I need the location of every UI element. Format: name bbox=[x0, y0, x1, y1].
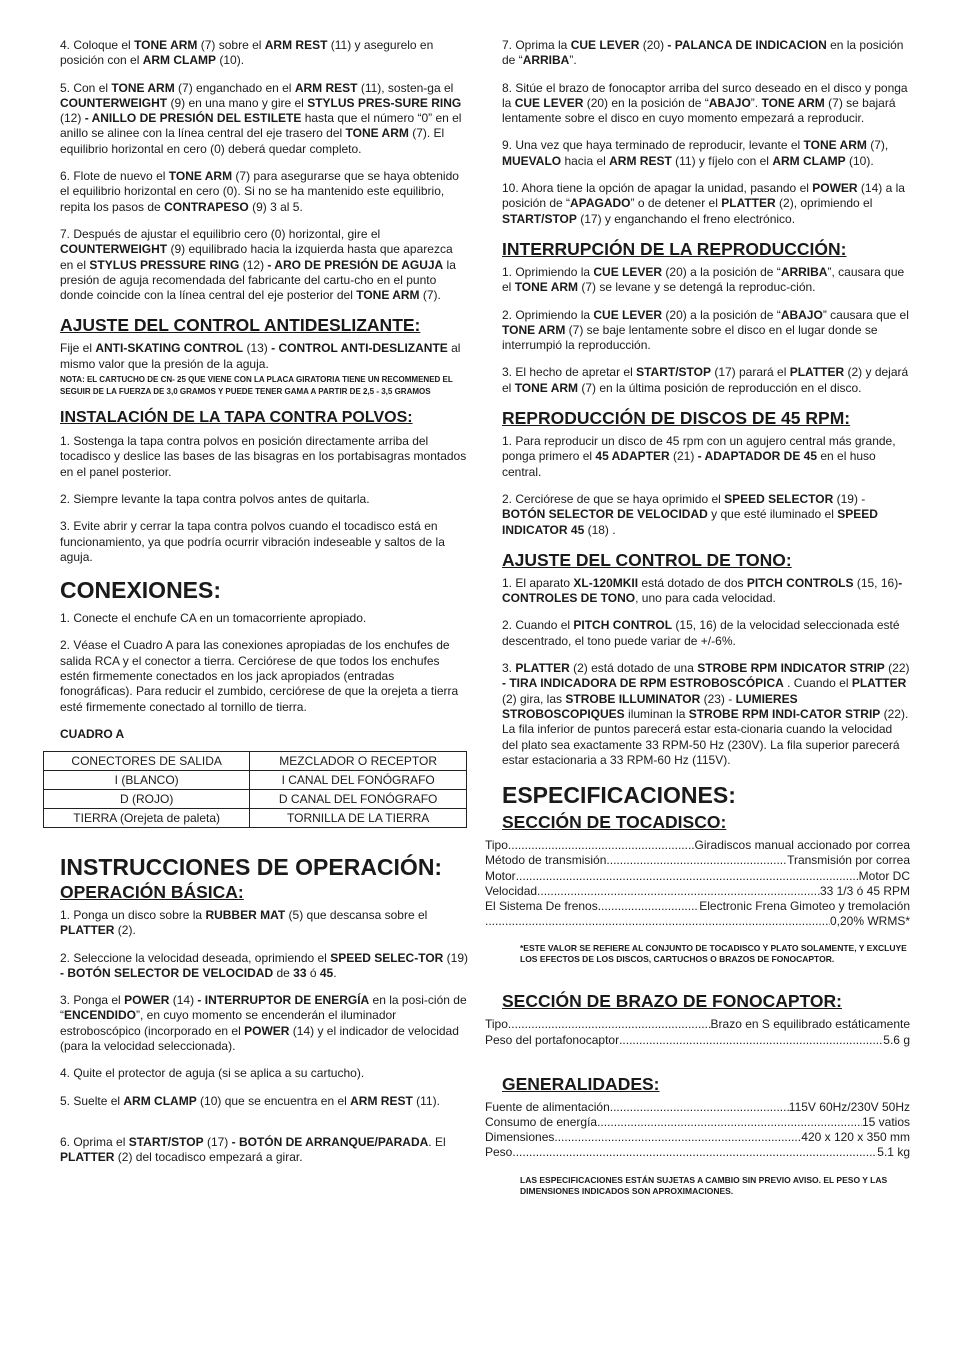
bold-term: SPEED INDICATOR 45 bbox=[502, 507, 878, 537]
text-segment: (18) . bbox=[584, 522, 616, 537]
spec-row bbox=[485, 1017, 910, 1032]
spec-label: Velocidad bbox=[485, 883, 538, 898]
text-segment: . bbox=[333, 965, 337, 980]
bold-term: ARM CLAMP bbox=[123, 1093, 197, 1108]
text-segment: (20) a la posición de “ bbox=[662, 264, 781, 279]
text-segment: (11). bbox=[412, 1093, 440, 1108]
step-r9 bbox=[502, 138, 910, 169]
bold-term: 45 bbox=[319, 965, 334, 980]
bold-term: ARM REST bbox=[294, 80, 358, 95]
spec-row bbox=[485, 1130, 910, 1145]
text-segment: 1. Para reproducir un disco de 45 rpm con un agujero central más grande, ponga primero el bbox=[502, 434, 896, 464]
text-segment: en la posición de “ bbox=[502, 38, 904, 68]
text-segment: (20) a la posición de “ bbox=[662, 307, 781, 322]
spec-value: Brazo en S equilibrado estáticamente bbox=[710, 1017, 910, 1032]
text-segment: (17) y enganchando el freno electrónico. bbox=[576, 211, 796, 226]
table-row bbox=[44, 770, 467, 789]
left-column bbox=[60, 38, 468, 1177]
text-segment: 7. Oprima la bbox=[502, 38, 571, 52]
bold-term: TONE ARM bbox=[134, 38, 198, 52]
text-segment: (7) se bajará lentamente sobre el disco en cuyo momento empezará a reproducir. bbox=[502, 95, 896, 126]
text-segment: 5. Con el bbox=[60, 80, 112, 95]
text-segment: (2) gira, las bbox=[502, 691, 566, 706]
text-segment: (15, 16) de la velocidad seleccionada esté descentrado, el tono puede variar de +/-6%. bbox=[502, 618, 900, 648]
bold-term: TONE ARM bbox=[356, 288, 420, 303]
text-segment: (19) - bbox=[833, 491, 866, 506]
bold-term: LUMIERES STROBOSCOPIQUES bbox=[502, 691, 798, 721]
text-segment: está dotado de dos bbox=[638, 575, 747, 590]
spec-label: Peso bbox=[485, 1145, 513, 1160]
spec-label: Motor bbox=[485, 868, 516, 883]
spec-value: 5.1 kg bbox=[877, 1145, 910, 1160]
bold-term: TONE ARM bbox=[803, 138, 867, 153]
bold-term: POWER bbox=[124, 993, 170, 1008]
spec-row bbox=[485, 914, 910, 929]
text-segment: y que esté iluminado el bbox=[707, 507, 838, 522]
text-segment: ” causara que el bbox=[822, 307, 909, 322]
dot-leader bbox=[508, 1017, 711, 1032]
text-segment: 2. Oprimiendo la bbox=[502, 307, 594, 322]
bold-term: ARM CLAMP bbox=[772, 153, 846, 168]
spec-value: 5.6 g bbox=[883, 1032, 910, 1047]
bold-term: POWER bbox=[244, 1023, 290, 1038]
spec-row bbox=[485, 1100, 910, 1115]
table-cell: MEZCLADOR O RECEPTOR bbox=[250, 751, 467, 770]
table-row bbox=[44, 789, 467, 808]
rpm45-step-2 bbox=[502, 492, 910, 538]
bold-term: ARM REST bbox=[264, 38, 328, 52]
bold-term: 33 bbox=[293, 965, 307, 980]
dustcover-step-2: 2. Siempre levante la tapa contra polvos antes de quitarla. bbox=[60, 491, 370, 506]
bold-term: SPEED SELECTOR bbox=[724, 491, 834, 506]
bold-term: TONE ARM bbox=[514, 380, 579, 395]
text-segment: 2. Seleccione la velocidad deseada, oprimiendo el bbox=[60, 950, 331, 965]
antiskating-text bbox=[60, 341, 468, 372]
dot-leader bbox=[598, 899, 700, 914]
connections-heading: CONEXIONES: bbox=[60, 577, 222, 604]
text-segment: (10). bbox=[216, 53, 245, 68]
spec-label: Consumo de energía bbox=[485, 1114, 598, 1129]
spec-row bbox=[485, 884, 910, 899]
text-segment: (9) en una mano y gire el bbox=[167, 95, 308, 110]
text-segment: 4. Coloque el bbox=[60, 38, 135, 52]
dustcover-step-3: 3. Evite abrir y cerrar la tapa contra polvos cuando el tocadisco está en funcionamiento, ya que podría ocurrir vibración indeseable y saltos de la aguja. bbox=[60, 519, 445, 564]
spec-value: 115V 60Hz/230V 50Hz bbox=[788, 1099, 910, 1114]
text-segment: (13) bbox=[243, 341, 272, 356]
bold-term: APAGADO bbox=[570, 196, 631, 211]
rpm45-heading: REPRODUCCIÓN DE DISCOS DE 45 RPM: bbox=[502, 408, 851, 429]
dot-leader bbox=[512, 1145, 877, 1160]
dot-leader bbox=[606, 853, 787, 868]
turntable-specs bbox=[485, 838, 910, 929]
bold-term: STROBE ILLUMINATOR bbox=[565, 691, 701, 706]
bold-term: COUNTERWEIGHT bbox=[60, 95, 168, 110]
bold-term: ARM CLAMP bbox=[142, 53, 217, 68]
bold-term: START/STOP bbox=[636, 365, 711, 380]
basic-step-4: 4. Quite el protector de aguja (si se aplica a su cartucho). bbox=[60, 1066, 365, 1081]
text-segment: (22) bbox=[884, 661, 910, 676]
bold-term: - CONTROL ANTI-DESLIZANTE bbox=[271, 341, 448, 356]
text-segment: (11) y asegurelo en posición con el bbox=[60, 38, 434, 68]
bold-term: CONTRAPESO bbox=[164, 199, 249, 214]
basic-step-2 bbox=[60, 951, 468, 982]
text-segment: ”, en cuyo momento se encenderán el iluminador estroboscópico (incorporado en el bbox=[60, 1008, 397, 1038]
spec-row bbox=[485, 869, 910, 884]
dot-leader bbox=[485, 914, 830, 929]
general-specs bbox=[485, 1100, 910, 1161]
text-segment: 1. Oprimiendo la bbox=[502, 264, 594, 279]
text-segment: (2). bbox=[114, 923, 136, 938]
spec-value: Electronic Frena Gimoteo y tremolación bbox=[699, 898, 910, 913]
bold-term: 45 ADAPTER bbox=[595, 449, 670, 464]
bold-term: PLATTER bbox=[515, 661, 570, 676]
spec-value: Motor DC bbox=[858, 868, 910, 883]
spec-value: 15 vatios bbox=[861, 1114, 910, 1129]
bold-term: STYLUS PRESSURE RING bbox=[89, 257, 240, 272]
spec-label: Tipo bbox=[485, 1017, 508, 1032]
text-segment: ”. bbox=[569, 53, 577, 68]
text-segment: 10. Ahora tiene la opción de apagar la unidad, pasando el bbox=[502, 181, 813, 196]
text-segment: (2) está dotado de una bbox=[569, 661, 698, 676]
text-segment: (10). bbox=[845, 153, 874, 168]
bold-term: PITCH CONTROL bbox=[573, 618, 673, 633]
spec-row bbox=[485, 838, 910, 853]
bold-term: PLATTER bbox=[721, 196, 776, 211]
bold-term: TONE ARM bbox=[514, 280, 579, 295]
bold-term: STYLUS PRES-SURE RING bbox=[307, 95, 462, 110]
text-segment: (7) para asegurarse que se haya obtenido el equilibrio horizontal en cero (0). Si no se ha mantenido este equilibrio, repita los pasos de bbox=[60, 169, 459, 214]
bold-term: ARM REST bbox=[350, 1093, 413, 1108]
text-segment: (12) bbox=[239, 257, 268, 272]
pitch-step-2 bbox=[502, 618, 910, 649]
text-segment: (7) se baje lentamente sobre el disco en el lugar donde se interrumpió la reproducción. bbox=[502, 322, 878, 353]
bold-term: ANTI-SKATING CONTROL bbox=[95, 341, 244, 356]
spec-row bbox=[485, 1145, 910, 1160]
text-segment: hacia el bbox=[561, 153, 610, 168]
spec-row bbox=[485, 1115, 910, 1130]
text-segment: (7) enganchado en el bbox=[174, 80, 295, 95]
connections-step-1: 1. Conecte el enchufe CA en un tomacorriente apropiado. bbox=[60, 611, 367, 626]
text-segment: (7). El equilibrio horizontal en cero (0) deberá quedar completo. bbox=[60, 126, 445, 156]
table-cell: D CANAL DEL FONÓGRAFO bbox=[250, 789, 467, 808]
dot-leader bbox=[619, 1033, 883, 1048]
dot-leader bbox=[597, 1115, 862, 1130]
bold-term: TONE ARM bbox=[345, 126, 409, 141]
text-segment: en la posi-ción de “ bbox=[60, 993, 467, 1023]
text-segment: Fije el bbox=[60, 341, 96, 356]
text-segment: ”. bbox=[750, 95, 762, 110]
bold-term: - TIRA INDICADORA DE RPM ESTROBOSCÓPICA bbox=[502, 676, 784, 691]
interruption-step-3 bbox=[502, 365, 910, 396]
text-segment: . Cuando el bbox=[783, 676, 852, 691]
text-segment: (14) y el indicador de velocidad (para la velocidad seleccionada). bbox=[60, 1023, 459, 1053]
bold-term: COUNTERWEIGHT bbox=[60, 242, 168, 257]
table-cell: D (ROJO) bbox=[44, 789, 250, 808]
text-segment: (5) que descansa sobre el bbox=[285, 907, 428, 922]
bold-term: PLATTER bbox=[789, 365, 845, 380]
bold-term: PITCH CONTROLS bbox=[746, 575, 854, 590]
text-segment: 6. Oprima el bbox=[60, 1134, 129, 1149]
bold-term: ARRIBA bbox=[522, 53, 570, 68]
tonearm-section-heading: SECCIÓN DE BRAZO DE FONOCAPTOR: bbox=[502, 991, 842, 1012]
dot-leader bbox=[554, 1130, 801, 1145]
bold-term: - PALANCA DE INDICACION bbox=[667, 38, 827, 52]
bold-term: TONE ARM bbox=[111, 80, 175, 95]
bold-term: ARM REST bbox=[609, 153, 672, 168]
bold-term: START/STOP bbox=[128, 1134, 204, 1149]
step-5 bbox=[60, 81, 468, 157]
bold-term: STROBE RPM INDI-CATOR STRIP bbox=[688, 706, 881, 721]
bold-term: TONE ARM bbox=[502, 322, 566, 337]
bold-term: TONE ARM bbox=[761, 95, 825, 110]
text-segment: (7). bbox=[419, 288, 441, 303]
text-segment: 7. Después de ajustar el equilibrio cero (0) horizontal, gire el bbox=[60, 226, 381, 241]
text-segment: ó bbox=[306, 965, 320, 980]
text-segment: (7) en la última posición de reproducción en el disco. bbox=[578, 380, 862, 395]
basic-step-3 bbox=[60, 993, 468, 1054]
text-segment: (20) en la posición de “ bbox=[583, 95, 709, 110]
general-specs-note: LAS ESPECIFICACIONES ESTÁN SUJETAS A CAMBIO SIN PREVIO AVISO. EL PESO Y LAS DIMENSIONES INDICADOS SON APROXIMACIONES. bbox=[520, 1174, 888, 1196]
step-r8 bbox=[502, 81, 910, 127]
spec-row bbox=[485, 853, 910, 868]
text-segment: (7), bbox=[866, 138, 889, 153]
step-r10 bbox=[502, 181, 910, 227]
basic-operation-heading: OPERACIÓN BÁSICA: bbox=[60, 881, 244, 902]
connections-table bbox=[43, 751, 467, 828]
text-segment: al mismo valor que la presión de la aguja. bbox=[60, 341, 461, 371]
dustcover-heading: INSTALACIÓN DE LA TAPA CONTRA POLVOS: bbox=[60, 409, 413, 427]
text-segment: 3. El hecho de apretar el bbox=[502, 365, 637, 380]
text-segment: iluminan la bbox=[624, 706, 689, 721]
bold-term: PLATTER bbox=[60, 1150, 115, 1165]
bold-term: ENCENDIDO bbox=[64, 1008, 137, 1023]
text-segment: 2. Cerciórese de que se haya oprimido el bbox=[502, 491, 725, 506]
text-segment: 1. El aparato bbox=[502, 575, 574, 590]
text-segment: (22). La fila inferior de puntos parecerá estar esta-cionaria cuando la velocidad del plato sea exactamente 33 RPM-50 Hz (230V). La fila superior parecerá estar estacionaria a 33 RPM-60 Hz (115V). bbox=[502, 706, 909, 767]
text-segment: (17) parará el bbox=[711, 365, 790, 380]
turntable-specs-note: *ESTE VALOR SE REFIERE AL CONJUNTO DE TOCADISCO Y PLATO SOLAMENTE, Y EXCLUYE LOS EFECTOS DE LOS DISCOS, CARTUCHOS O BRAZOS DE FONOCAPTOR. bbox=[520, 943, 907, 965]
bold-term: - ARO DE PRESIÓN DE AGUJA bbox=[267, 257, 444, 272]
text-segment: (17) bbox=[203, 1134, 232, 1149]
text-segment: 5. Suelte el bbox=[60, 1093, 124, 1108]
tonearm-specs bbox=[485, 1017, 910, 1047]
step-6 bbox=[60, 169, 468, 215]
bold-term: - CONTROLES DE TONO bbox=[502, 575, 903, 606]
dot-leader bbox=[537, 884, 820, 899]
operation-heading: INSTRUCCIONES DE OPERACIÓN: bbox=[60, 853, 443, 880]
text-segment: (2) y dejará el bbox=[502, 365, 909, 395]
connections-step-2: 2. Véase el Cuadro A para las conexiones apropiadas de los enchufes de salida RCA y el conector a tierra. Cerciórese de que todos los enchufes estén firmemente conectados en los jack apropiados (entradas fonográficas). Para reducir el zumbido, cerciórese de que la orejeta a tierra esté firmemente conectado al tornillo de tierra. bbox=[60, 638, 459, 714]
step-r7 bbox=[502, 38, 910, 69]
table-cell: CONECTORES DE SALIDA bbox=[44, 751, 250, 770]
spec-label: Tipo bbox=[485, 838, 508, 853]
step-7 bbox=[60, 227, 468, 303]
spec-label: El Sistema De frenos bbox=[485, 898, 598, 913]
text-segment: , uno para cada velocidad. bbox=[635, 591, 776, 606]
dot-leader bbox=[610, 1100, 789, 1115]
basic-step-1 bbox=[60, 908, 468, 939]
bold-term: BOTÓN SELECTOR DE VELOCIDAD bbox=[502, 507, 708, 522]
step-4 bbox=[60, 38, 468, 69]
bold-term: SPEED SELEC-TOR bbox=[330, 950, 444, 965]
table-header-row bbox=[44, 751, 467, 770]
spec-label: Fuente de alimentación bbox=[485, 1099, 610, 1114]
dot-leader bbox=[508, 838, 695, 853]
text-segment: la presión de aguja recomendada del fabricante del cartu-cho en el punto donde coincide con la línea central del eje posterior del bbox=[60, 257, 456, 303]
bold-term: - ANILLO DE PRESIÓN DEL ESTILETE bbox=[84, 111, 302, 126]
text-segment: (23) - bbox=[700, 691, 736, 706]
table-a-label: CUADRO A bbox=[60, 726, 125, 741]
text-segment: 8. Sitúe el brazo de fonocaptor arriba del surco deseado en el disco y ponga la bbox=[502, 80, 908, 110]
bold-term: - BOTÓN DE ARRANQUE/PARADA bbox=[231, 1134, 429, 1149]
text-segment: (10) que se encuentra en el bbox=[196, 1093, 351, 1108]
interruption-step-2 bbox=[502, 308, 910, 354]
text-segment: (2), oprimiendo el bbox=[775, 196, 873, 211]
text-segment: 9. Una vez que haya terminado de reproducir, levante el bbox=[502, 138, 804, 153]
table-cell: I CANAL DEL FONÓGRAFO bbox=[250, 770, 467, 789]
bold-term: CUE LEVER bbox=[570, 38, 640, 52]
spec-value: 420 x 120 x 350 mm bbox=[801, 1130, 910, 1145]
table-row bbox=[44, 808, 467, 827]
basic-step-5 bbox=[60, 1094, 468, 1109]
specs-heading: ESPECIFICACIONES: bbox=[502, 782, 736, 809]
bold-term: - INTERRUPTOR DE ENERGÍA bbox=[197, 993, 370, 1008]
bold-term: START/STOP bbox=[502, 211, 577, 226]
bold-term: PLATTER bbox=[60, 923, 115, 938]
text-segment: (15, 16) bbox=[853, 575, 899, 590]
bold-term: TONE ARM bbox=[168, 169, 233, 184]
antiskating-note: NOTA: EL CARTUCHO DE CN- 25 QUE VIENE CON LA PLACA GIRATORIA TIENE UN RECOMMENED EL SEGUIR DE LA FUERZA DE 3,0 GRAMOS Y PUEDE TENER GAMA A PARTIR DE 2,5 - 3,5 GRAMOS bbox=[60, 375, 453, 397]
spec-value: Giradiscos manual accionado por correa bbox=[694, 838, 910, 853]
bold-term: - ADAPTADOR DE 45 bbox=[697, 449, 817, 464]
text-segment: (20) bbox=[639, 38, 668, 52]
text-segment: ” o de detener el bbox=[630, 196, 722, 211]
bold-term: MUEVALO bbox=[502, 153, 562, 168]
bold-term: - BOTÓN SELECTOR DE VELOCIDAD bbox=[60, 965, 274, 980]
spec-row bbox=[485, 899, 910, 914]
text-segment: (9) equilibrado hacia la izquierda hasta que aparezca en el bbox=[60, 242, 453, 272]
turntable-section-heading: SECCIÓN DE TOCADISCO: bbox=[502, 812, 727, 833]
text-segment: 2. Cuando el bbox=[502, 618, 574, 633]
text-segment: (2) del tocadisco empezará a girar. bbox=[114, 1150, 303, 1165]
text-segment: de bbox=[273, 965, 294, 980]
spec-value: 0,20% WRMS* bbox=[829, 914, 910, 929]
text-segment: (14) a la posición de “ bbox=[502, 181, 905, 211]
text-segment: (14) bbox=[169, 993, 198, 1008]
interruption-step-1 bbox=[502, 265, 910, 296]
antiskating-heading: AJUSTE DEL CONTROL ANTIDESLIZANTE: bbox=[60, 315, 421, 336]
text-segment: 3. Ponga el bbox=[60, 993, 125, 1008]
bold-term: CUE LEVER bbox=[514, 95, 584, 110]
bold-term: ARRIBA bbox=[780, 264, 828, 279]
dustcover-step-1: 1. Sostenga la tapa contra polvos en posición directamente arriba del tocadisco y deslice las bases de las bisagras en los portabisagras montados en el panel posterior. bbox=[60, 434, 467, 479]
bold-term: CUE LEVER bbox=[593, 264, 663, 279]
text-segment: 1. Ponga un disco sobre la bbox=[60, 907, 206, 922]
table-cell: TIERRA (Orejeta de paleta) bbox=[44, 808, 250, 827]
text-segment: ”, causara que el bbox=[502, 264, 905, 295]
rpm45-step-1 bbox=[502, 434, 910, 480]
pitch-heading: AJUSTE DEL CONTROL DE TONO: bbox=[502, 549, 792, 570]
text-segment: (11), sosten-ga el bbox=[357, 80, 454, 95]
bold-term: PLATTER bbox=[851, 676, 907, 691]
text-segment: (19) bbox=[443, 950, 469, 965]
basic-step-6 bbox=[60, 1135, 468, 1166]
spec-value: Transmisión por correa bbox=[787, 853, 910, 868]
text-segment: 6. Flote de nuevo el bbox=[60, 169, 169, 184]
dot-leader bbox=[516, 869, 859, 884]
table-cell: I (BLANCO) bbox=[44, 770, 250, 789]
bold-term: ABAJO bbox=[780, 307, 823, 322]
text-segment: hasta que el número “0” en el anillo se alinee con la línea central del eje trasero del bbox=[60, 111, 462, 141]
bold-term: ABAJO bbox=[708, 95, 751, 110]
text-segment: 3. bbox=[502, 661, 516, 676]
text-segment: (7) sobre el bbox=[197, 38, 265, 52]
text-segment: (7) se levane y se detengá la reproduc-ción. bbox=[578, 280, 816, 295]
text-segment: (9) 3 al 5. bbox=[248, 199, 303, 214]
bold-term: CUE LEVER bbox=[593, 307, 663, 322]
text-segment: (21) bbox=[669, 449, 698, 464]
bold-term: RUBBER MAT bbox=[205, 907, 286, 922]
spec-value: 33 1/3 ó 45 RPM bbox=[819, 883, 910, 898]
pitch-step-1 bbox=[502, 576, 910, 607]
pitch-step-3 bbox=[502, 661, 910, 768]
interruption-heading: INTERRUPCIÓN DE LA REPRODUCCIÓN: bbox=[502, 238, 847, 259]
spec-label: Método de transmisión bbox=[485, 853, 607, 868]
bold-term: POWER bbox=[812, 181, 858, 196]
bold-term: XL-120MKII bbox=[573, 575, 639, 590]
table-cell: TORNILLA DE LA TIERRA bbox=[250, 808, 467, 827]
text-segment: en el huso central. bbox=[502, 449, 876, 479]
spec-label: Peso del portafonocaptor bbox=[485, 1032, 620, 1047]
text-segment: . El bbox=[428, 1134, 446, 1149]
text-segment: (12) bbox=[60, 111, 85, 126]
general-section-heading: GENERALIDADES: bbox=[502, 1073, 660, 1094]
spec-row bbox=[485, 1033, 910, 1048]
spec-label: Dimensiones bbox=[485, 1130, 555, 1145]
right-column bbox=[485, 38, 910, 1197]
text-segment: (11) y fíjelo con el bbox=[671, 153, 773, 168]
bold-term: STROBE RPM INDICATOR STRIP bbox=[697, 661, 885, 676]
